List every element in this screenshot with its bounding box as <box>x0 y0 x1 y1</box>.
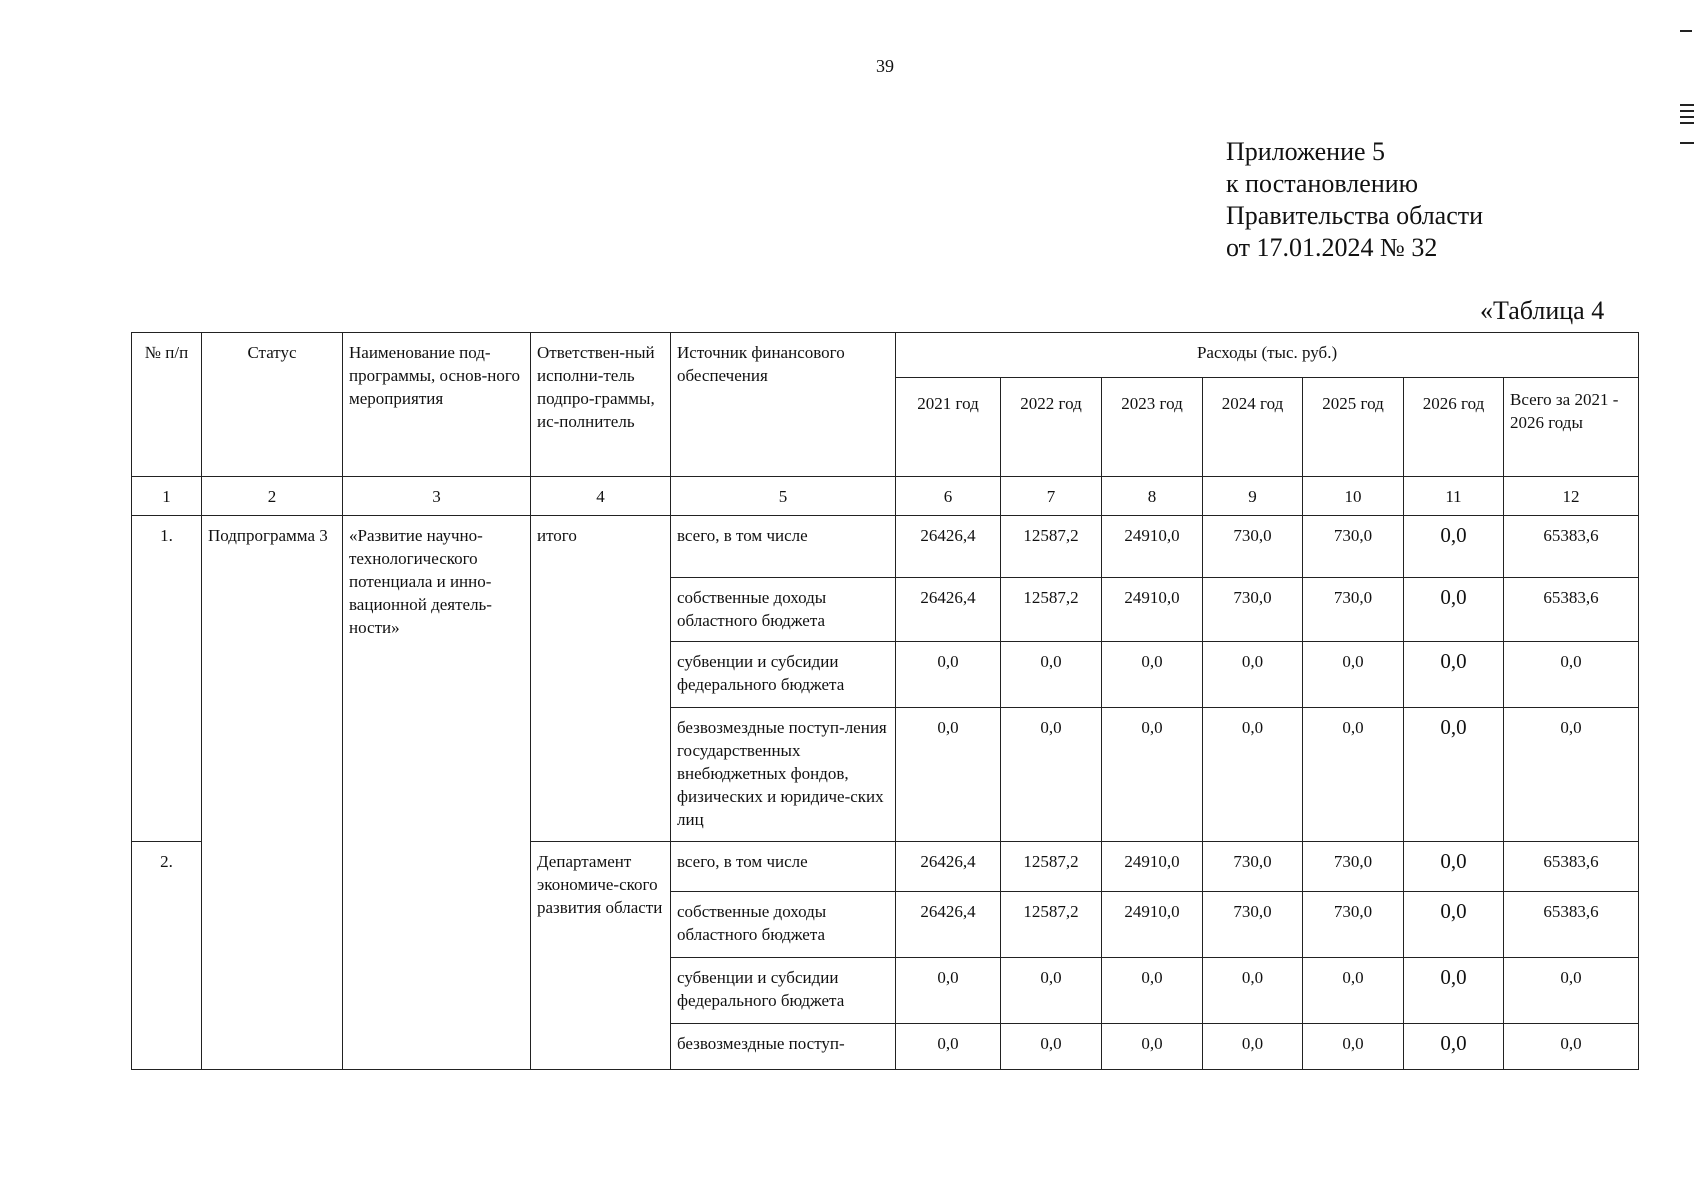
source-cell: собственные доходы областного бюджета <box>671 578 896 642</box>
value-cell: 0,0 <box>1102 708 1203 842</box>
margin-mark <box>1680 30 1692 32</box>
appendix-line: к постановлению <box>1226 169 1419 198</box>
value-cell: 0,0 <box>1404 1024 1504 1070</box>
value-cell: 0,0 <box>1404 842 1504 892</box>
header-year: 2021 год <box>896 378 1001 477</box>
responsible-cell: Департамент экономиче-ского развития области <box>531 842 671 1070</box>
value-cell: 0,0 <box>1303 958 1404 1024</box>
value-cell: 0,0 <box>1001 642 1102 708</box>
column-index: 6 <box>896 477 1001 516</box>
value-cell: 26426,4 <box>896 842 1001 892</box>
value-cell: 26426,4 <box>896 892 1001 958</box>
value-cell: 0,0 <box>1203 708 1303 842</box>
responsible-cell: итого <box>531 516 671 842</box>
value-cell: 26426,4 <box>896 516 1001 578</box>
value-cell: 0,0 <box>1303 642 1404 708</box>
subprogram-name-cell: «Развитие научно-технологического потенциала и инно-вационной деятель-ности» <box>343 516 531 1070</box>
total-cell: 65383,6 <box>1504 842 1639 892</box>
column-index: 4 <box>531 477 671 516</box>
column-index: 1 <box>132 477 202 516</box>
appendix-line: Приложение 5 <box>1226 137 1386 166</box>
value-cell: 0,0 <box>1303 1024 1404 1070</box>
value-cell: 0,0 <box>1404 642 1504 708</box>
source-cell: субвенции и субсидии федерального бюджета <box>671 958 896 1024</box>
row-number: 1. <box>132 516 202 842</box>
value-cell: 730,0 <box>1203 516 1303 578</box>
header-source: Источник финансового обеспечения <box>671 333 896 477</box>
margin-mark <box>1680 122 1694 124</box>
value-cell: 0,0 <box>1102 1024 1203 1070</box>
row-number: 2. <box>132 842 202 1070</box>
total-cell: 65383,6 <box>1504 516 1639 578</box>
total-cell: 0,0 <box>1504 642 1639 708</box>
value-cell: 0,0 <box>1404 578 1504 642</box>
value-cell: 0,0 <box>1102 958 1203 1024</box>
value-cell: 0,0 <box>1102 642 1203 708</box>
header-status: Статус <box>202 333 343 477</box>
value-cell: 0,0 <box>1001 1024 1102 1070</box>
header-num: № п/п <box>132 333 202 477</box>
margin-mark <box>1680 104 1694 106</box>
source-cell: безвозмездные поступ-ления государственных внебюджетных фондов, физических и юридиче-ских лиц <box>671 708 896 842</box>
value-cell: 730,0 <box>1203 842 1303 892</box>
header-year: 2026 год <box>1404 378 1504 477</box>
source-cell: субвенции и субсидии федерального бюджета <box>671 642 896 708</box>
value-cell: 24910,0 <box>1102 516 1203 578</box>
header-expenses: Расходы (тыс. руб.) <box>896 333 1639 378</box>
value-cell: 0,0 <box>896 958 1001 1024</box>
margin-mark <box>1680 110 1694 112</box>
value-cell: 0,0 <box>896 642 1001 708</box>
source-cell: собственные доходы областного бюджета <box>671 892 896 958</box>
margin-mark <box>1680 116 1694 118</box>
column-index: 12 <box>1504 477 1639 516</box>
header-year: 2022 год <box>1001 378 1102 477</box>
value-cell: 730,0 <box>1203 578 1303 642</box>
header-year: 2024 год <box>1203 378 1303 477</box>
value-cell: 730,0 <box>1303 842 1404 892</box>
total-cell: 0,0 <box>1504 1024 1639 1070</box>
column-index-row <box>132 477 1639 516</box>
value-cell: 24910,0 <box>1102 578 1203 642</box>
value-cell: 0,0 <box>896 708 1001 842</box>
column-index: 5 <box>671 477 896 516</box>
value-cell: 730,0 <box>1203 892 1303 958</box>
header-name: Наименование под-программы, основ-ного мероприятия <box>343 333 531 477</box>
value-cell: 0,0 <box>1404 892 1504 958</box>
value-cell: 24910,0 <box>1102 892 1203 958</box>
margin-mark <box>1680 142 1694 144</box>
appendix-line: Правительства области <box>1226 201 1484 230</box>
value-cell: 0,0 <box>1203 642 1303 708</box>
source-cell: всего, в том числе <box>671 842 896 892</box>
value-cell: 0,0 <box>1001 708 1102 842</box>
total-cell: 65383,6 <box>1504 578 1639 642</box>
column-index: 11 <box>1404 477 1504 516</box>
value-cell: 24910,0 <box>1102 842 1203 892</box>
value-cell: 0,0 <box>1404 958 1504 1024</box>
value-cell: 0,0 <box>1203 958 1303 1024</box>
value-cell: 26426,4 <box>896 578 1001 642</box>
value-cell: 0,0 <box>896 1024 1001 1070</box>
table-title: «Таблица 4 <box>1480 296 1605 325</box>
value-cell: 730,0 <box>1303 516 1404 578</box>
header-year: 2023 год <box>1102 378 1203 477</box>
appendix-line: от 17.01.2024 № 32 <box>1226 233 1438 262</box>
column-index: 3 <box>343 477 531 516</box>
value-cell: 730,0 <box>1303 892 1404 958</box>
table-row <box>132 516 1639 578</box>
column-index: 10 <box>1303 477 1404 516</box>
total-cell: 0,0 <box>1504 708 1639 842</box>
value-cell: 0,0 <box>1001 958 1102 1024</box>
status-cell: Подпрограмма 3 <box>202 516 343 1070</box>
value-cell: 0,0 <box>1303 708 1404 842</box>
header-total: Всего за 2021 - 2026 годы <box>1504 378 1639 477</box>
column-index: 2 <box>202 477 343 516</box>
column-index: 7 <box>1001 477 1102 516</box>
value-cell: 12587,2 <box>1001 842 1102 892</box>
source-cell: безвозмездные поступ- <box>671 1024 896 1070</box>
value-cell: 0,0 <box>1203 1024 1303 1070</box>
header-row <box>132 333 1639 378</box>
appendix-note <box>1226 136 1483 264</box>
value-cell: 12587,2 <box>1001 892 1102 958</box>
value-cell: 12587,2 <box>1001 516 1102 578</box>
page-number: 39 <box>876 56 894 76</box>
value-cell: 730,0 <box>1303 578 1404 642</box>
total-cell: 0,0 <box>1504 958 1639 1024</box>
header-responsible: Ответствен-ный исполни-тель подпро-граммы, ис-полнитель <box>531 333 671 477</box>
value-cell: 0,0 <box>1404 708 1504 842</box>
header-year: 2025 год <box>1303 378 1404 477</box>
budget-table <box>131 332 1639 1070</box>
column-index: 9 <box>1203 477 1303 516</box>
value-cell: 12587,2 <box>1001 578 1102 642</box>
value-cell: 0,0 <box>1404 516 1504 578</box>
source-cell: всего, в том числе <box>671 516 896 578</box>
column-index: 8 <box>1102 477 1203 516</box>
total-cell: 65383,6 <box>1504 892 1639 958</box>
